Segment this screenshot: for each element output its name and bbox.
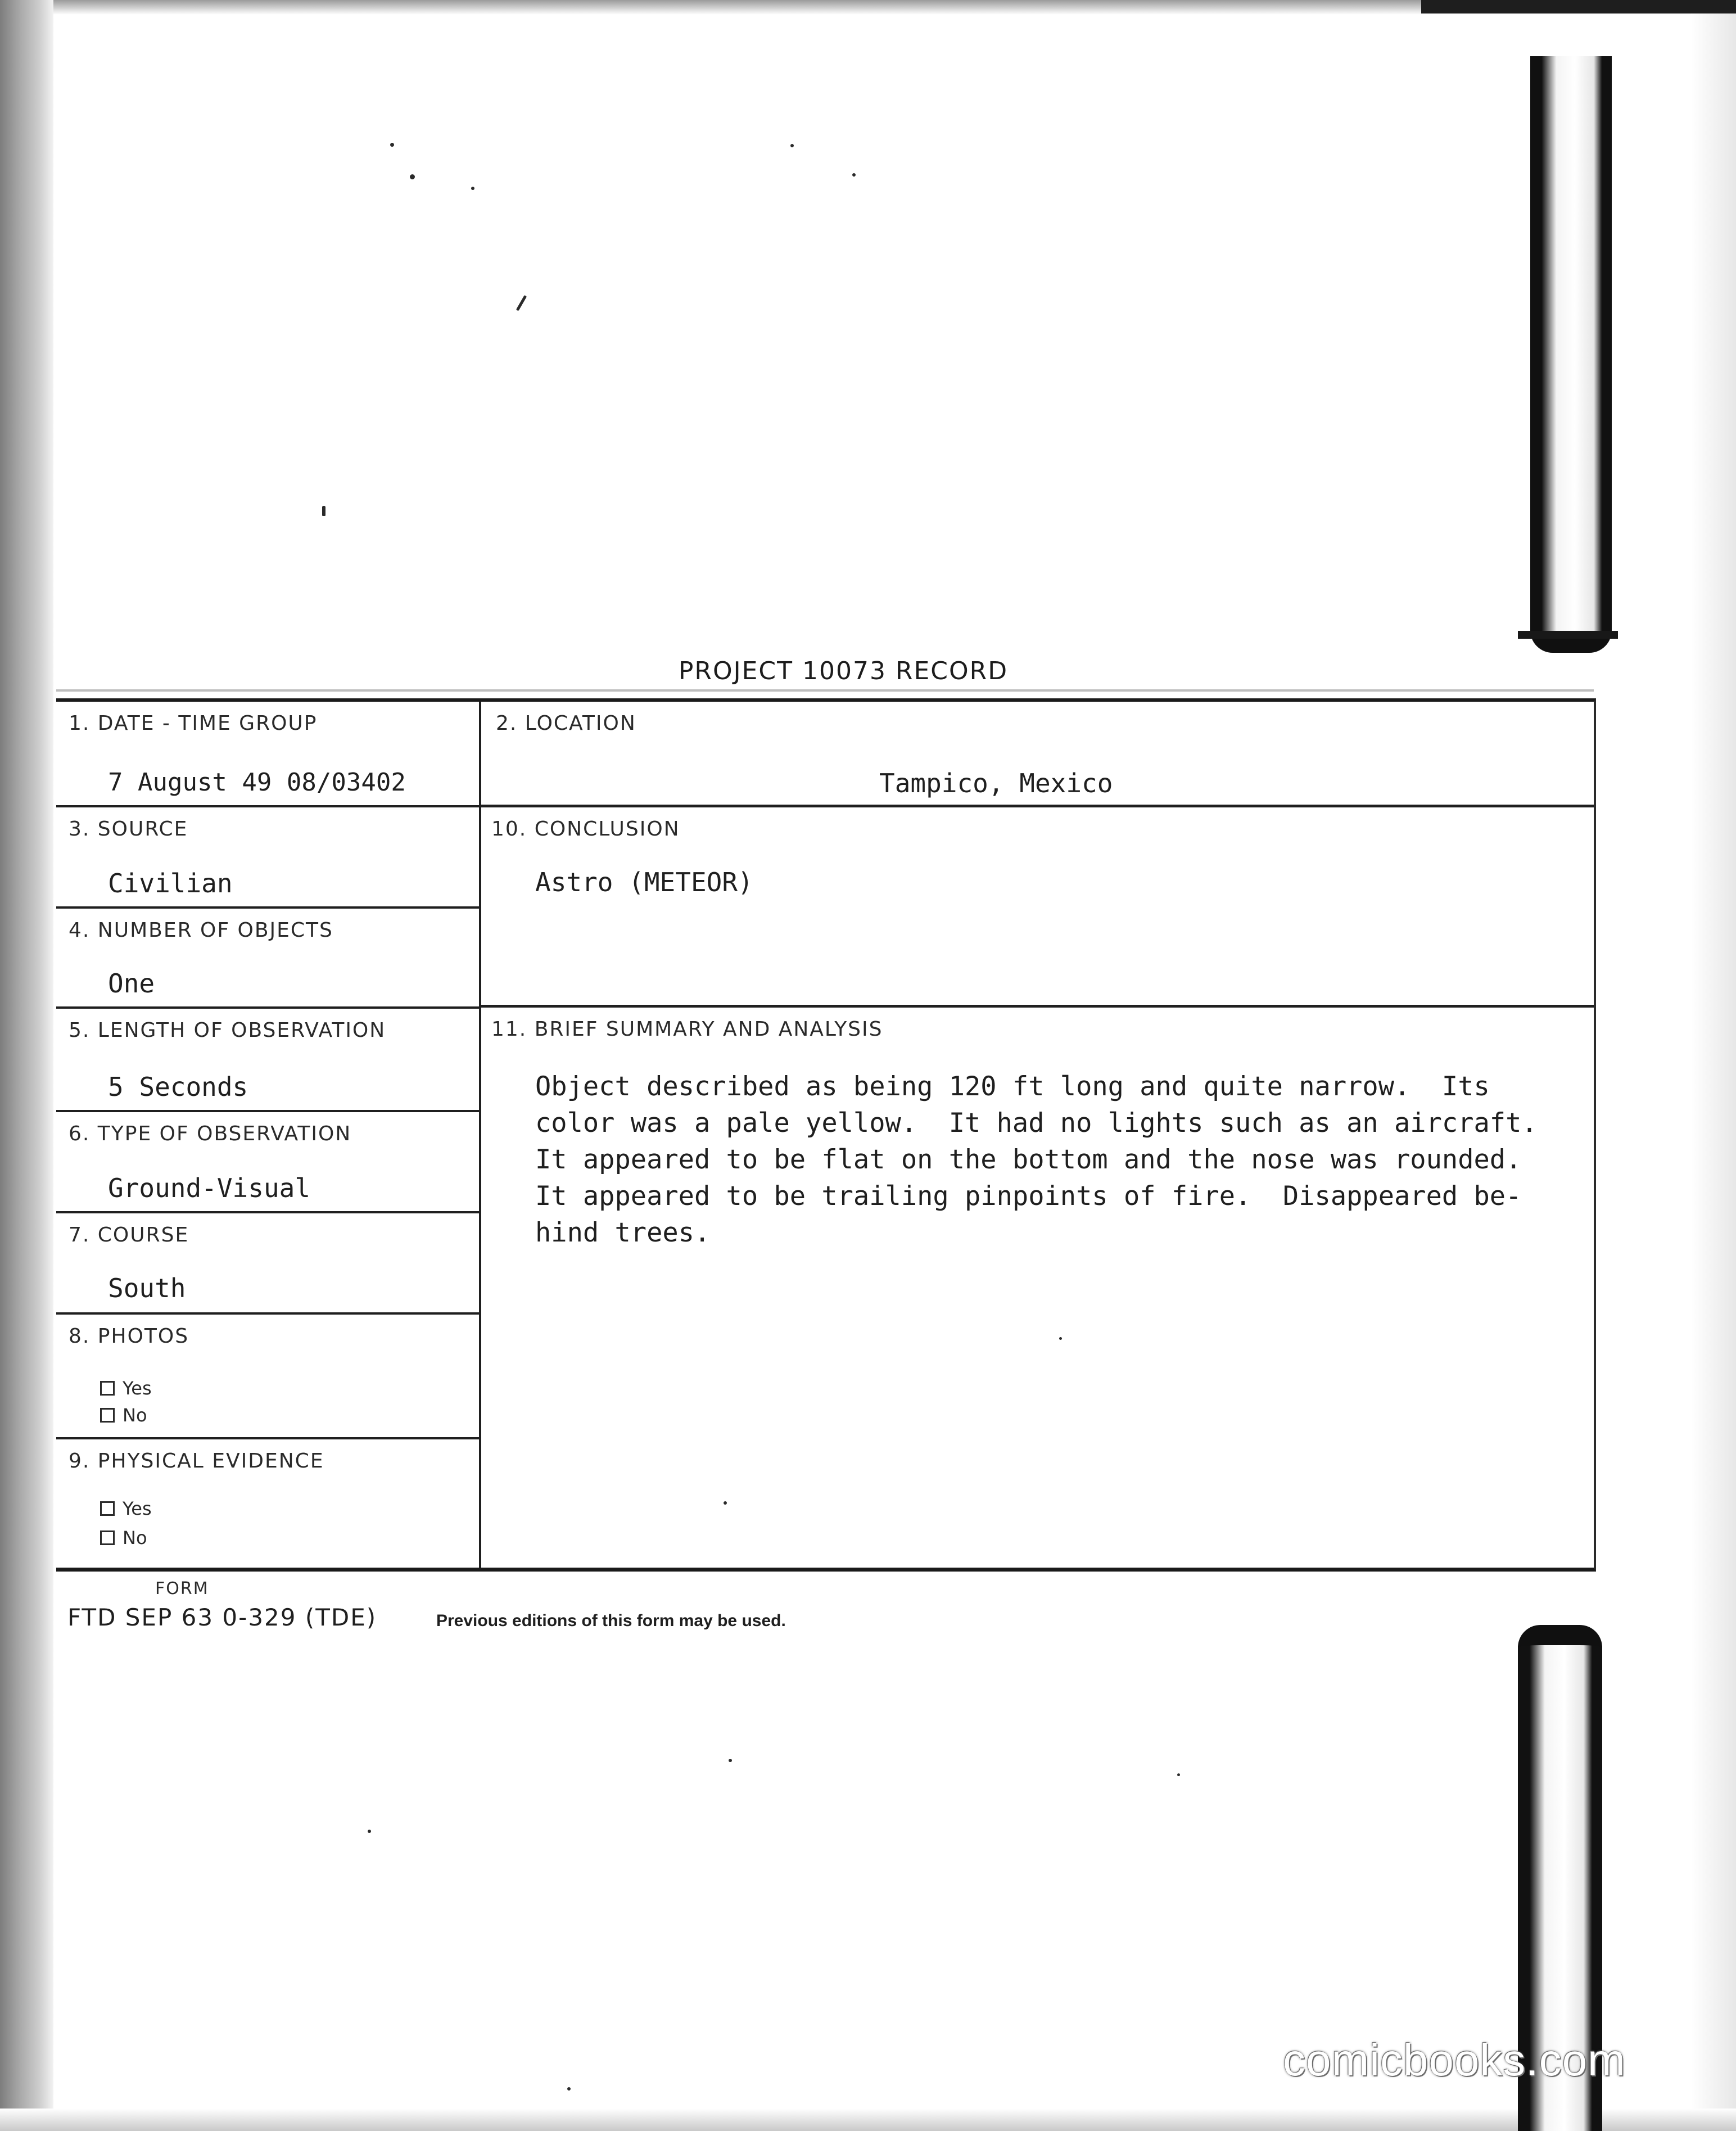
conclusion-cell (481, 807, 1594, 1008)
record-form (56, 698, 1596, 1572)
left-column (56, 702, 479, 1568)
length-of-observation-label: 5. LENGTH OF OBSERVATION (69, 1019, 386, 1042)
scan-speck (322, 506, 326, 516)
type-of-observation-value: Ground-Visual (108, 1173, 311, 1203)
conclusion-label: 10. CONCLUSION (491, 818, 680, 841)
date-time-group-value: 7 August 49 08/03402 (108, 768, 406, 797)
checkbox-icon (100, 1501, 115, 1516)
length-of-observation-value: 5 Seconds (108, 1072, 248, 1102)
number-of-objects-value: One (108, 968, 155, 999)
watermark: comicbooks.com (1283, 2035, 1626, 2085)
checkbox-icon (100, 1408, 115, 1423)
physical-evidence-no-option (100, 1527, 147, 1548)
type-of-observation-cell (56, 1112, 479, 1213)
photos-no-option (100, 1405, 147, 1426)
scan-edge-dark-corner (1421, 0, 1736, 13)
course-cell (56, 1213, 479, 1315)
form-footer-id: FTD SEP 63 0-329 (TDE) (67, 1604, 377, 1631)
checkbox-icon (100, 1381, 115, 1396)
summary-text: Object described as being 120 ft long and quite narrow. Its color was a pale yellow. It had no lights such as an aircraft. It appeared to be flat on the bottom and the nose was rounded. It appeared to be trailing pinpoints of fire. Disappeared be- hind trees. (535, 1071, 1538, 1248)
scan-edge-left (0, 0, 53, 2131)
scan-speck (567, 2087, 571, 2091)
summary-label: 11. BRIEF SUMMARY AND ANALYSIS (491, 1018, 883, 1041)
physical-evidence-yes-label: Yes (123, 1498, 152, 1519)
physical-evidence-label: 9. PHYSICAL EVIDENCE (69, 1450, 324, 1473)
scan-speck (410, 174, 415, 179)
number-of-objects-label: 4. NUMBER OF OBJECTS (69, 919, 333, 942)
binder-clip-top (1530, 56, 1612, 653)
type-of-observation-label: 6. TYPE OF OBSERVATION (69, 1122, 352, 1145)
photos-cell (56, 1315, 479, 1439)
photos-label: 8. PHOTOS (69, 1325, 189, 1348)
conclusion-value: Astro (METEOR) (535, 867, 753, 897)
source-value: Civilian (108, 868, 233, 899)
source-label: 3. SOURCE (69, 818, 188, 841)
scan-speck (368, 1830, 371, 1833)
course-label: 7. COURSE (69, 1223, 189, 1247)
binder-clip-top-lip (1518, 631, 1618, 639)
photos-no-label: No (123, 1405, 147, 1426)
scan-speck (516, 295, 527, 311)
scan-speck (471, 187, 474, 190)
location-label: 2. LOCATION (496, 712, 636, 735)
date-time-group-label: 1. DATE - TIME GROUP (69, 712, 318, 735)
photos-yes-label: Yes (123, 1378, 152, 1399)
number-of-objects-cell (56, 909, 479, 1009)
course-value: South (108, 1273, 186, 1303)
form-footer-note: Previous editions of this form may be used. (436, 1611, 786, 1630)
date-time-group-cell (56, 702, 479, 807)
scan-speck (790, 144, 794, 147)
physical-evidence-cell (56, 1439, 479, 1568)
scan-edge-bottom (0, 2109, 1736, 2131)
scan-speck (1177, 1773, 1180, 1776)
scan-speck (390, 143, 394, 147)
scan-speck (852, 173, 856, 177)
location-cell (481, 702, 1594, 807)
checkbox-icon (100, 1530, 115, 1545)
physical-evidence-yes-option (100, 1498, 152, 1519)
source-cell (56, 807, 479, 909)
form-top-rule-shadow (56, 689, 1594, 692)
location-value: Tampico, Mexico (879, 768, 1113, 798)
summary-cell (481, 1008, 1594, 1568)
length-of-observation-cell (56, 1009, 479, 1112)
scan-edge-right (1691, 13, 1736, 2131)
scan-speck (729, 1759, 732, 1762)
form-footer-form-word: FORM (155, 1579, 209, 1599)
form-title: PROJECT 10073 RECORD (678, 657, 1009, 685)
photos-yes-option (100, 1378, 152, 1399)
physical-evidence-no-label: No (123, 1527, 147, 1548)
